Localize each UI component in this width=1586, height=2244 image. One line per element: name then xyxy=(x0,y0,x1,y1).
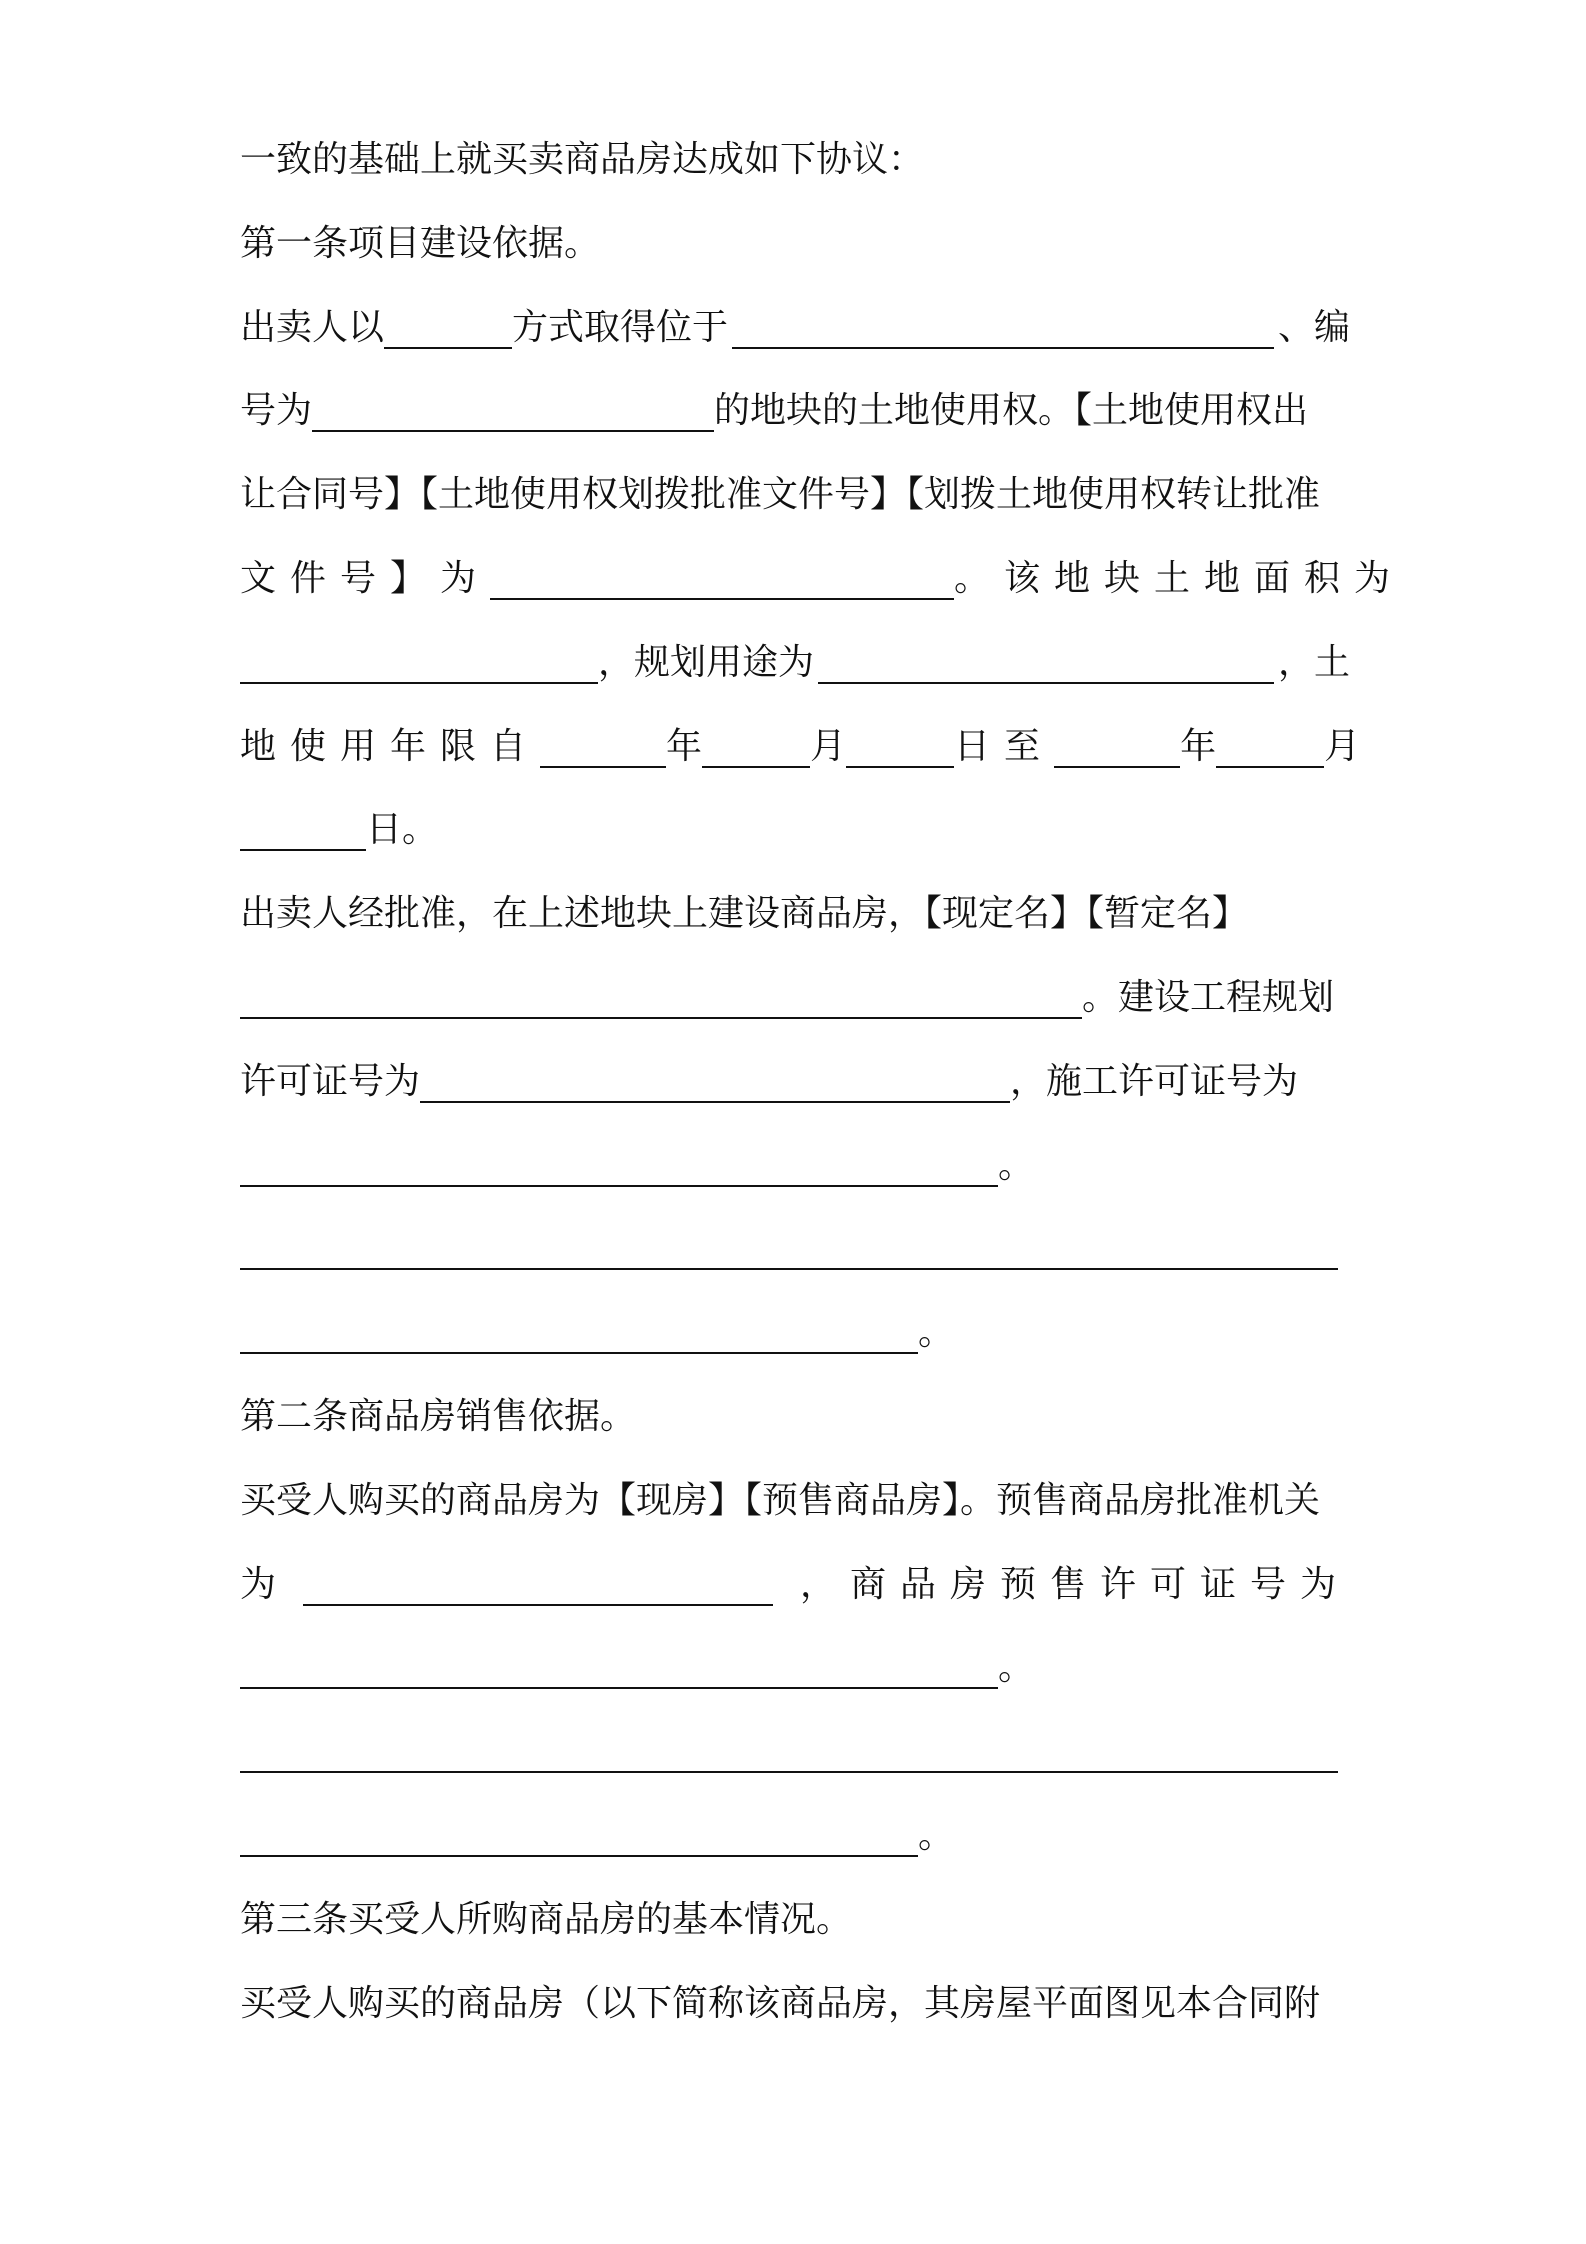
article-2-heading xyxy=(240,1387,1350,1447)
article-3-title: 第三条买受人所购商品房的基本情况。 xyxy=(240,1898,853,1940)
blank-end-year[interactable] xyxy=(1054,766,1180,768)
line-planned-use xyxy=(240,633,1350,693)
line-land-area xyxy=(240,549,1405,609)
text-month: 月 xyxy=(810,725,847,767)
line-presale-permit xyxy=(240,1555,1350,1615)
blank-extra-line[interactable] xyxy=(240,1352,918,1354)
blank-project-name[interactable] xyxy=(240,1017,1082,1019)
text-period: 。 xyxy=(998,1647,1035,1689)
text-construction-permit: ，施工许可证号为 xyxy=(1010,1060,1299,1102)
blank-start-year[interactable] xyxy=(540,766,666,768)
text-number-prefix: 、编 xyxy=(1277,306,1350,348)
article-1-heading xyxy=(240,214,1350,274)
text-contract-number-options: 让合同号】【土地使用权划拨批准文件号】【划拨土地使用权转让批准 xyxy=(240,474,1321,516)
line-presale-permit-number xyxy=(240,1638,1350,1698)
article-2-title: 第二条商品房销售依据。 xyxy=(240,1395,637,1437)
line-contract-numbers xyxy=(240,465,1350,525)
text-planning-permit: 。建设工程规划 xyxy=(1082,976,1335,1018)
line-end-day xyxy=(240,800,1350,860)
line-property-description xyxy=(240,1974,1350,2034)
text-number-is: 号为 xyxy=(240,390,313,432)
text-file-number-is: 文件号】为 xyxy=(240,557,491,599)
blank-presale-permit-number[interactable] xyxy=(240,1687,998,1689)
line-use-term xyxy=(240,717,1361,777)
article-3-heading xyxy=(240,1890,1350,1950)
blank-approval-authority[interactable] xyxy=(303,1604,773,1606)
text-project-name-options: 出卖人经批准，在上述地块上建设商品房，【现定名】【暂定名】 xyxy=(240,893,1249,935)
blank-extra-line[interactable] xyxy=(240,1771,1338,1773)
blank-land-area[interactable] xyxy=(240,682,598,684)
text-property-description: 买受人购买的商品房（以下简称该商品房，其房屋平面图见本合同附 xyxy=(240,1982,1321,2024)
blank-file-number[interactable] xyxy=(490,598,954,600)
line-construction-permit-number xyxy=(240,1136,1350,1196)
line-extra-blank-4 xyxy=(240,1806,1350,1866)
blank-planned-use[interactable] xyxy=(818,682,1274,684)
blank-extra-line[interactable] xyxy=(240,1855,918,1857)
blank-land-location[interactable] xyxy=(732,347,1274,349)
text-period: 。 xyxy=(998,1144,1035,1186)
line-permit-numbers xyxy=(240,1052,1350,1112)
line-land-acquisition xyxy=(240,298,1350,358)
line-intro xyxy=(240,130,1350,190)
text-planned-use: ，规划用途为 xyxy=(598,641,815,683)
text-acquired-at: 方式取得位于 xyxy=(512,306,729,348)
text-year: 年 xyxy=(666,725,703,767)
text-month: 月 xyxy=(1324,725,1361,767)
text-sale-basis: 买受人购买的商品房为【现房】【预售商品房】。预售商品房批准机关 xyxy=(240,1479,1321,1521)
blank-planning-permit-number[interactable] xyxy=(420,1101,1010,1103)
blank-end-month[interactable] xyxy=(1216,766,1324,768)
text-land-prefix: ，土 xyxy=(1277,641,1350,683)
text-day: 日。 xyxy=(366,809,439,851)
blank-acquisition-method[interactable] xyxy=(384,347,512,349)
blank-start-day[interactable] xyxy=(846,766,954,768)
line-extra-blank-3 xyxy=(240,1722,1350,1782)
line-project-name xyxy=(240,884,1350,944)
text-land-use-right: 的地块的土地使用权。【土地使用权出 xyxy=(714,390,1309,432)
text-year: 年 xyxy=(1180,725,1217,767)
text-is: 为 xyxy=(240,1563,277,1605)
line-planning-permit xyxy=(240,968,1350,1028)
line-land-number xyxy=(240,381,1350,441)
blank-end-day[interactable] xyxy=(240,849,366,851)
contract-page xyxy=(240,130,1405,2034)
text-period: 。 xyxy=(918,1814,955,1856)
text-presale-permit-number: ，商品房预售许可证号为 xyxy=(799,1563,1350,1605)
text-seller-by: 出卖人以 xyxy=(240,306,385,348)
text-land-area-is: 。该地块土地面积为 xyxy=(954,557,1405,599)
intro-text: 一致的基础上就买卖商品房达成如下协议： xyxy=(240,139,925,180)
article-1-title: 第一条项目建设依据。 xyxy=(240,222,601,264)
line-sale-basis xyxy=(240,1471,1350,1531)
blank-construction-permit-number[interactable] xyxy=(240,1185,998,1187)
blank-land-number[interactable] xyxy=(312,430,714,432)
line-extra-blank-2 xyxy=(240,1303,1350,1363)
blank-start-month[interactable] xyxy=(702,766,810,768)
text-use-term-from: 地使用年限自 xyxy=(240,725,541,767)
text-period: 。 xyxy=(918,1312,955,1354)
text-day-to: 日至 xyxy=(954,725,1055,767)
blank-extra-line[interactable] xyxy=(240,1268,1338,1270)
text-permit-number-is: 许可证号为 xyxy=(240,1060,421,1102)
line-extra-blank-1 xyxy=(240,1219,1350,1279)
